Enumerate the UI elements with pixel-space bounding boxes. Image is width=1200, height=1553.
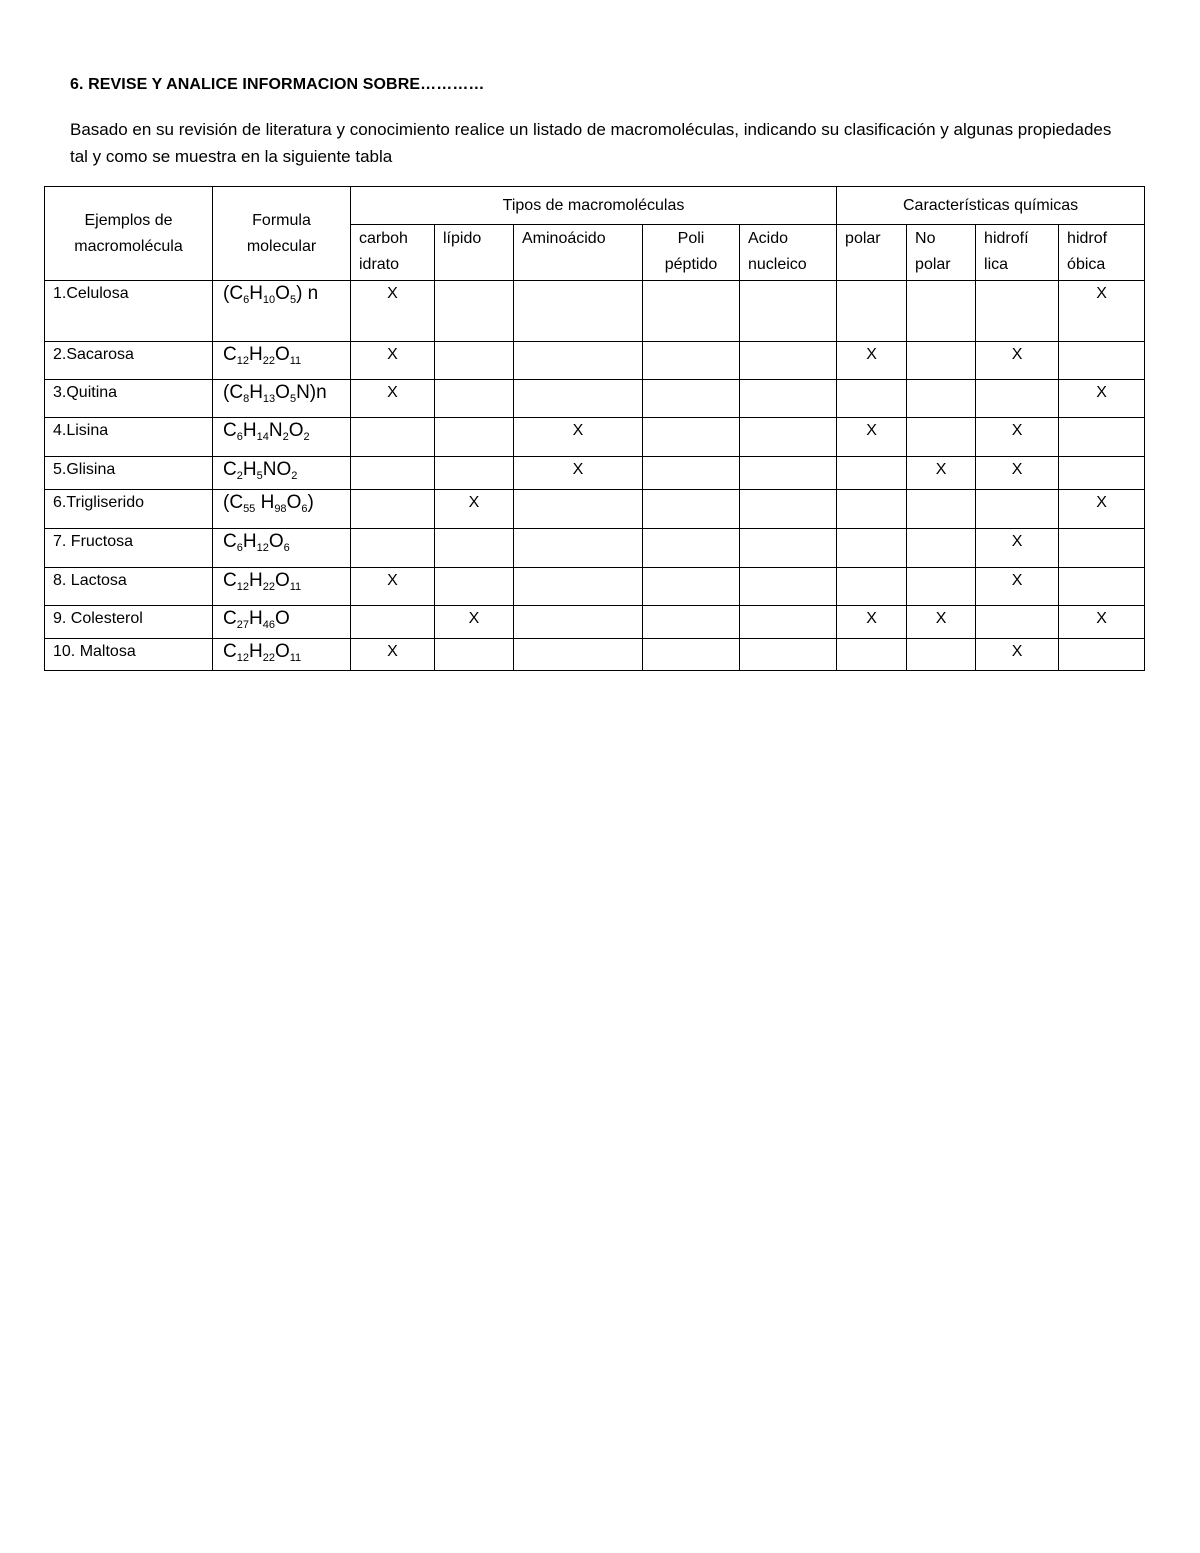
macromolecule-name: 9. Colesterol [45, 606, 213, 639]
mark-cell [837, 457, 907, 490]
mark-cell [740, 490, 837, 529]
subheader-line1: Aminoácido [522, 230, 606, 247]
table-row [45, 568, 1145, 606]
subheader-line2: idrato [359, 256, 400, 273]
mark-cell: X [976, 418, 1059, 457]
mark-cell: X [837, 606, 907, 639]
molecular-formula: $C_{12}H_{22}O_{11}$ [213, 639, 351, 671]
subheader-line2: péptido [664, 256, 718, 273]
subheader-chem-7 [976, 225, 1059, 281]
mark-cell [643, 418, 740, 457]
mark-cell [907, 639, 976, 671]
mark-cell [740, 639, 837, 671]
subheader-line1: Poli [677, 230, 705, 247]
macromolecule-name: 1.Celulosa [45, 281, 213, 342]
mark-cell [351, 606, 435, 639]
mark-cell [837, 639, 907, 671]
mark-cell [435, 568, 514, 606]
table-row [45, 342, 1145, 380]
macromolecule-name: 6.Trigliserido [45, 490, 213, 529]
mark-cell [514, 380, 643, 418]
molecular-formula: $C_6H_{12}O_6$ [213, 529, 351, 568]
subheader-type-4 [740, 225, 837, 281]
macromolecule-name: 10. Maltosa [45, 639, 213, 671]
mark-cell [1059, 529, 1145, 568]
mark-cell [837, 380, 907, 418]
subheader-type-2 [514, 225, 643, 281]
mark-cell [907, 490, 976, 529]
mark-cell: X [837, 418, 907, 457]
molecular-formula: $C_{12}H_{22}O_{11}$ [213, 342, 351, 380]
mark-cell [514, 568, 643, 606]
mark-cell [837, 281, 907, 342]
subheader-type-0 [351, 225, 435, 281]
mark-cell [976, 606, 1059, 639]
mark-cell [351, 490, 435, 529]
mark-cell [740, 457, 837, 490]
mark-cell: X [514, 457, 643, 490]
mark-cell: X [907, 457, 976, 490]
subheader-line1: Acido [748, 230, 789, 247]
mark-cell: X [976, 639, 1059, 671]
molecular-formula: $C_2H_5NO_2$ [213, 457, 351, 490]
macromolecule-name: 4.Lisina [45, 418, 213, 457]
mark-cell [1059, 568, 1145, 606]
mark-cell: X [1059, 606, 1145, 639]
mark-cell [435, 639, 514, 671]
mark-cell: X [351, 281, 435, 342]
mark-cell [435, 529, 514, 568]
mark-cell: X [1059, 490, 1145, 529]
mark-cell [643, 529, 740, 568]
mark-cell [837, 568, 907, 606]
header-row-groups [45, 187, 1145, 225]
mark-cell [514, 281, 643, 342]
mark-cell [643, 490, 740, 529]
mark-cell: X [907, 606, 976, 639]
mark-cell [351, 457, 435, 490]
mark-cell: X [514, 418, 643, 457]
mark-cell [351, 418, 435, 457]
macromolecule-name: 3.Quitina [45, 380, 213, 418]
molecular-formula: $(C_8H_{13}O_5N)n$ [213, 380, 351, 418]
table-row [45, 418, 1145, 457]
table-row [45, 457, 1145, 490]
mark-cell [976, 380, 1059, 418]
subheader-line2: óbica [1067, 256, 1106, 273]
mark-cell: X [837, 342, 907, 380]
mark-cell [643, 568, 740, 606]
subheader-chem-8 [1059, 225, 1145, 281]
mark-cell [740, 380, 837, 418]
subheader-line2: polar [915, 256, 951, 273]
mark-cell [643, 606, 740, 639]
mark-cell [514, 490, 643, 529]
molecular-formula: $(C_6H_{10}O_5)$ n [213, 281, 351, 342]
mark-cell [643, 457, 740, 490]
mark-cell [976, 490, 1059, 529]
mark-cell [1059, 418, 1145, 457]
section-heading: 6. REVISE Y ANALICE INFORMACION SOBRE………… [70, 76, 485, 93]
macromolecule-name: 5.Glisina [45, 457, 213, 490]
mark-cell: X [351, 380, 435, 418]
table-row [45, 606, 1145, 639]
mark-cell: X [351, 568, 435, 606]
subheader-chem-5 [837, 225, 907, 281]
subheader-type-1 [435, 225, 514, 281]
subheader-line1: polar [845, 230, 881, 247]
molecular-formula: $C_{12}H_{22}O_{11}$ [213, 568, 351, 606]
macromolecules-table [44, 186, 1145, 671]
subheader-line1: hidrof [1067, 230, 1108, 247]
subheader-line1: lípido [443, 230, 482, 247]
mark-cell: X [435, 606, 514, 639]
mark-cell [907, 568, 976, 606]
mark-cell: X [435, 490, 514, 529]
macromolecule-name: 7. Fructosa [45, 529, 213, 568]
subheader-line2: nucleico [748, 256, 807, 273]
subheader-line2: lica [984, 256, 1009, 273]
header-formula: Formula molecular [213, 187, 351, 281]
mark-cell: X [351, 639, 435, 671]
mark-cell [435, 281, 514, 342]
table-row [45, 281, 1145, 342]
mark-cell [1059, 639, 1145, 671]
mark-cell [1059, 457, 1145, 490]
mark-cell [514, 529, 643, 568]
instructions-paragraph: Basado en su revisión de literatura y conocimiento realice un listado de macromoléculas, indicando su clasificación y algunas propiedades tal y como se muestra en la siguiente tabla [70, 120, 1112, 166]
mark-cell [740, 568, 837, 606]
macromolecule-name: 8. Lactosa [45, 568, 213, 606]
mark-cell [837, 529, 907, 568]
table-row [45, 380, 1145, 418]
mark-cell [740, 281, 837, 342]
mark-cell [514, 342, 643, 380]
header-chem-group: Características químicas [837, 187, 1145, 225]
mark-cell: X [976, 342, 1059, 380]
mark-cell [514, 606, 643, 639]
mark-cell [837, 490, 907, 529]
mark-cell [740, 529, 837, 568]
mark-cell [643, 281, 740, 342]
mark-cell [976, 281, 1059, 342]
table-row [45, 639, 1145, 671]
mark-cell [1059, 342, 1145, 380]
mark-cell [907, 380, 976, 418]
molecular-formula: ($C_{55}$ $H_{98}O_6$) [213, 490, 351, 529]
mark-cell [740, 418, 837, 457]
subheader-line1: hidrofí [984, 230, 1029, 247]
mark-cell [435, 418, 514, 457]
molecular-formula: $C_{27}H_{46}O$ [213, 606, 351, 639]
mark-cell [351, 529, 435, 568]
macromolecule-name: 2.Sacarosa [45, 342, 213, 380]
subheader-type-3 [643, 225, 740, 281]
mark-cell: X [351, 342, 435, 380]
mark-cell [740, 342, 837, 380]
table-row [45, 490, 1145, 529]
subheader-line1: carboh [359, 230, 408, 247]
subheader-chem-6 [907, 225, 976, 281]
mark-cell: X [976, 568, 1059, 606]
mark-cell [435, 342, 514, 380]
mark-cell [907, 418, 976, 457]
mark-cell [643, 342, 740, 380]
mark-cell [643, 380, 740, 418]
mark-cell [435, 380, 514, 418]
mark-cell: X [1059, 281, 1145, 342]
mark-cell [907, 342, 976, 380]
mark-cell [514, 639, 643, 671]
mark-cell: X [976, 457, 1059, 490]
mark-cell [907, 529, 976, 568]
mark-cell: X [976, 529, 1059, 568]
table-row [45, 529, 1145, 568]
mark-cell [643, 639, 740, 671]
header-examples: Ejemplos de macromolécula [45, 187, 213, 281]
mark-cell [740, 606, 837, 639]
header-types-group: Tipos de macromoléculas [351, 187, 837, 225]
mark-cell [435, 457, 514, 490]
mark-cell [907, 281, 976, 342]
mark-cell: X [1059, 380, 1145, 418]
subheader-line1: No [915, 230, 936, 247]
molecular-formula: $C_6H_{14}N_2O_2$ [213, 418, 351, 457]
